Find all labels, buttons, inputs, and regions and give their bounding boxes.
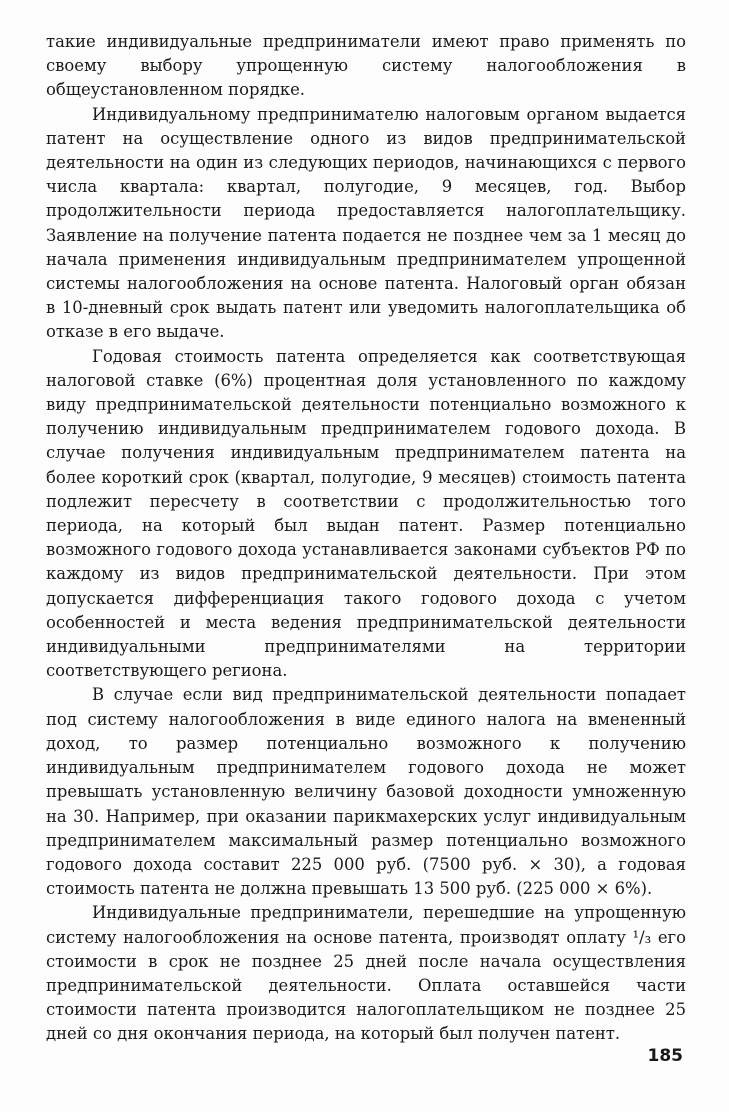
paragraph-payment-terms: Индивидуальные предприниматели, перешедшие на упрощенную систему налогообложения на основе патента, производят оплату ¹/₃ его стоимости в срок не позднее 25 дней после начала осуществления предпринимательской деятельности. Оплата оставшейся части стоимости патента производится налогоплательщиком не позднее 25 дней со дня окончания периода, на который был получен патент.	[46, 903, 686, 1044]
page-number: 185	[647, 1046, 683, 1066]
paragraph-patent-cost: Годовая стоимость патента определяется как соответствующая налоговой ставке (6%) процентная доля установленного по каждому виду предпринимательской деятельности потенциально возможного к получению индивидуальным предпринимателем годового дохода. В случае получения индивидуальным предпринимателем патента на более короткий срок (квартал, полугодие, 9 месяцев) стоимость патента подлежит пересчету в соответствии с продолжительностью того периода, на который был выдан патент. Размер потенциально возможного годового дохода устанавливается законами субъектов РФ по каждому из видов предпринимательской деятельности. При этом допускается дифференциация такого годового дохода с учетом особенностей и места ведения предпринимательской деятельности индивидуальными предпринимателями на территории соответствующего региона.	[46, 346, 686, 681]
paragraph-continued: такие индивидуальные предприниматели имеют право применять по своему выбору упрощенную систему налогообложения в общеустановленном порядке.	[46, 32, 686, 100]
paragraph-imputed-income-limit: В случае если вид предпринимательской деятельности попадает под систему налогообложения в виде единого налога на вмененный доход, то размер потенциально возможного к получению индивидуальным предпринимателем годового дохода не может превышать установленную величину базовой доходности умноженную на 30. Например, при оказании парикмахерских услуг индивидуальным предпринимателем максимальный размер потенциально возможного годового дохода составит 225 000 руб. (7500 руб. × 30), а годовая стоимость патента не должна превышать 13 500 руб. (225 000 × 6%).	[46, 685, 686, 899]
paragraph-patent-issuance: Индивидуальному предпринимателю налоговым органом выдается патент на осуществление одного из видов предпринимательской деятельности на один из следующих периодов, начинающихся с первого числа квартала: квартал, полугодие, 9 месяцев, год. Выбор продолжительности периода предоставляется налогоплательщику. Заявление на получение патента подается не позднее чем за 1 месяц до начала применения индивидуальным предпринимателем упрощенной системы налогообложения на основе патента. Налоговый орган обязан в 10-дневный срок выдать патент или уведомить налогоплательщика об отказе в его выдаче.	[46, 104, 686, 342]
body-text	[46, 30, 686, 1047]
